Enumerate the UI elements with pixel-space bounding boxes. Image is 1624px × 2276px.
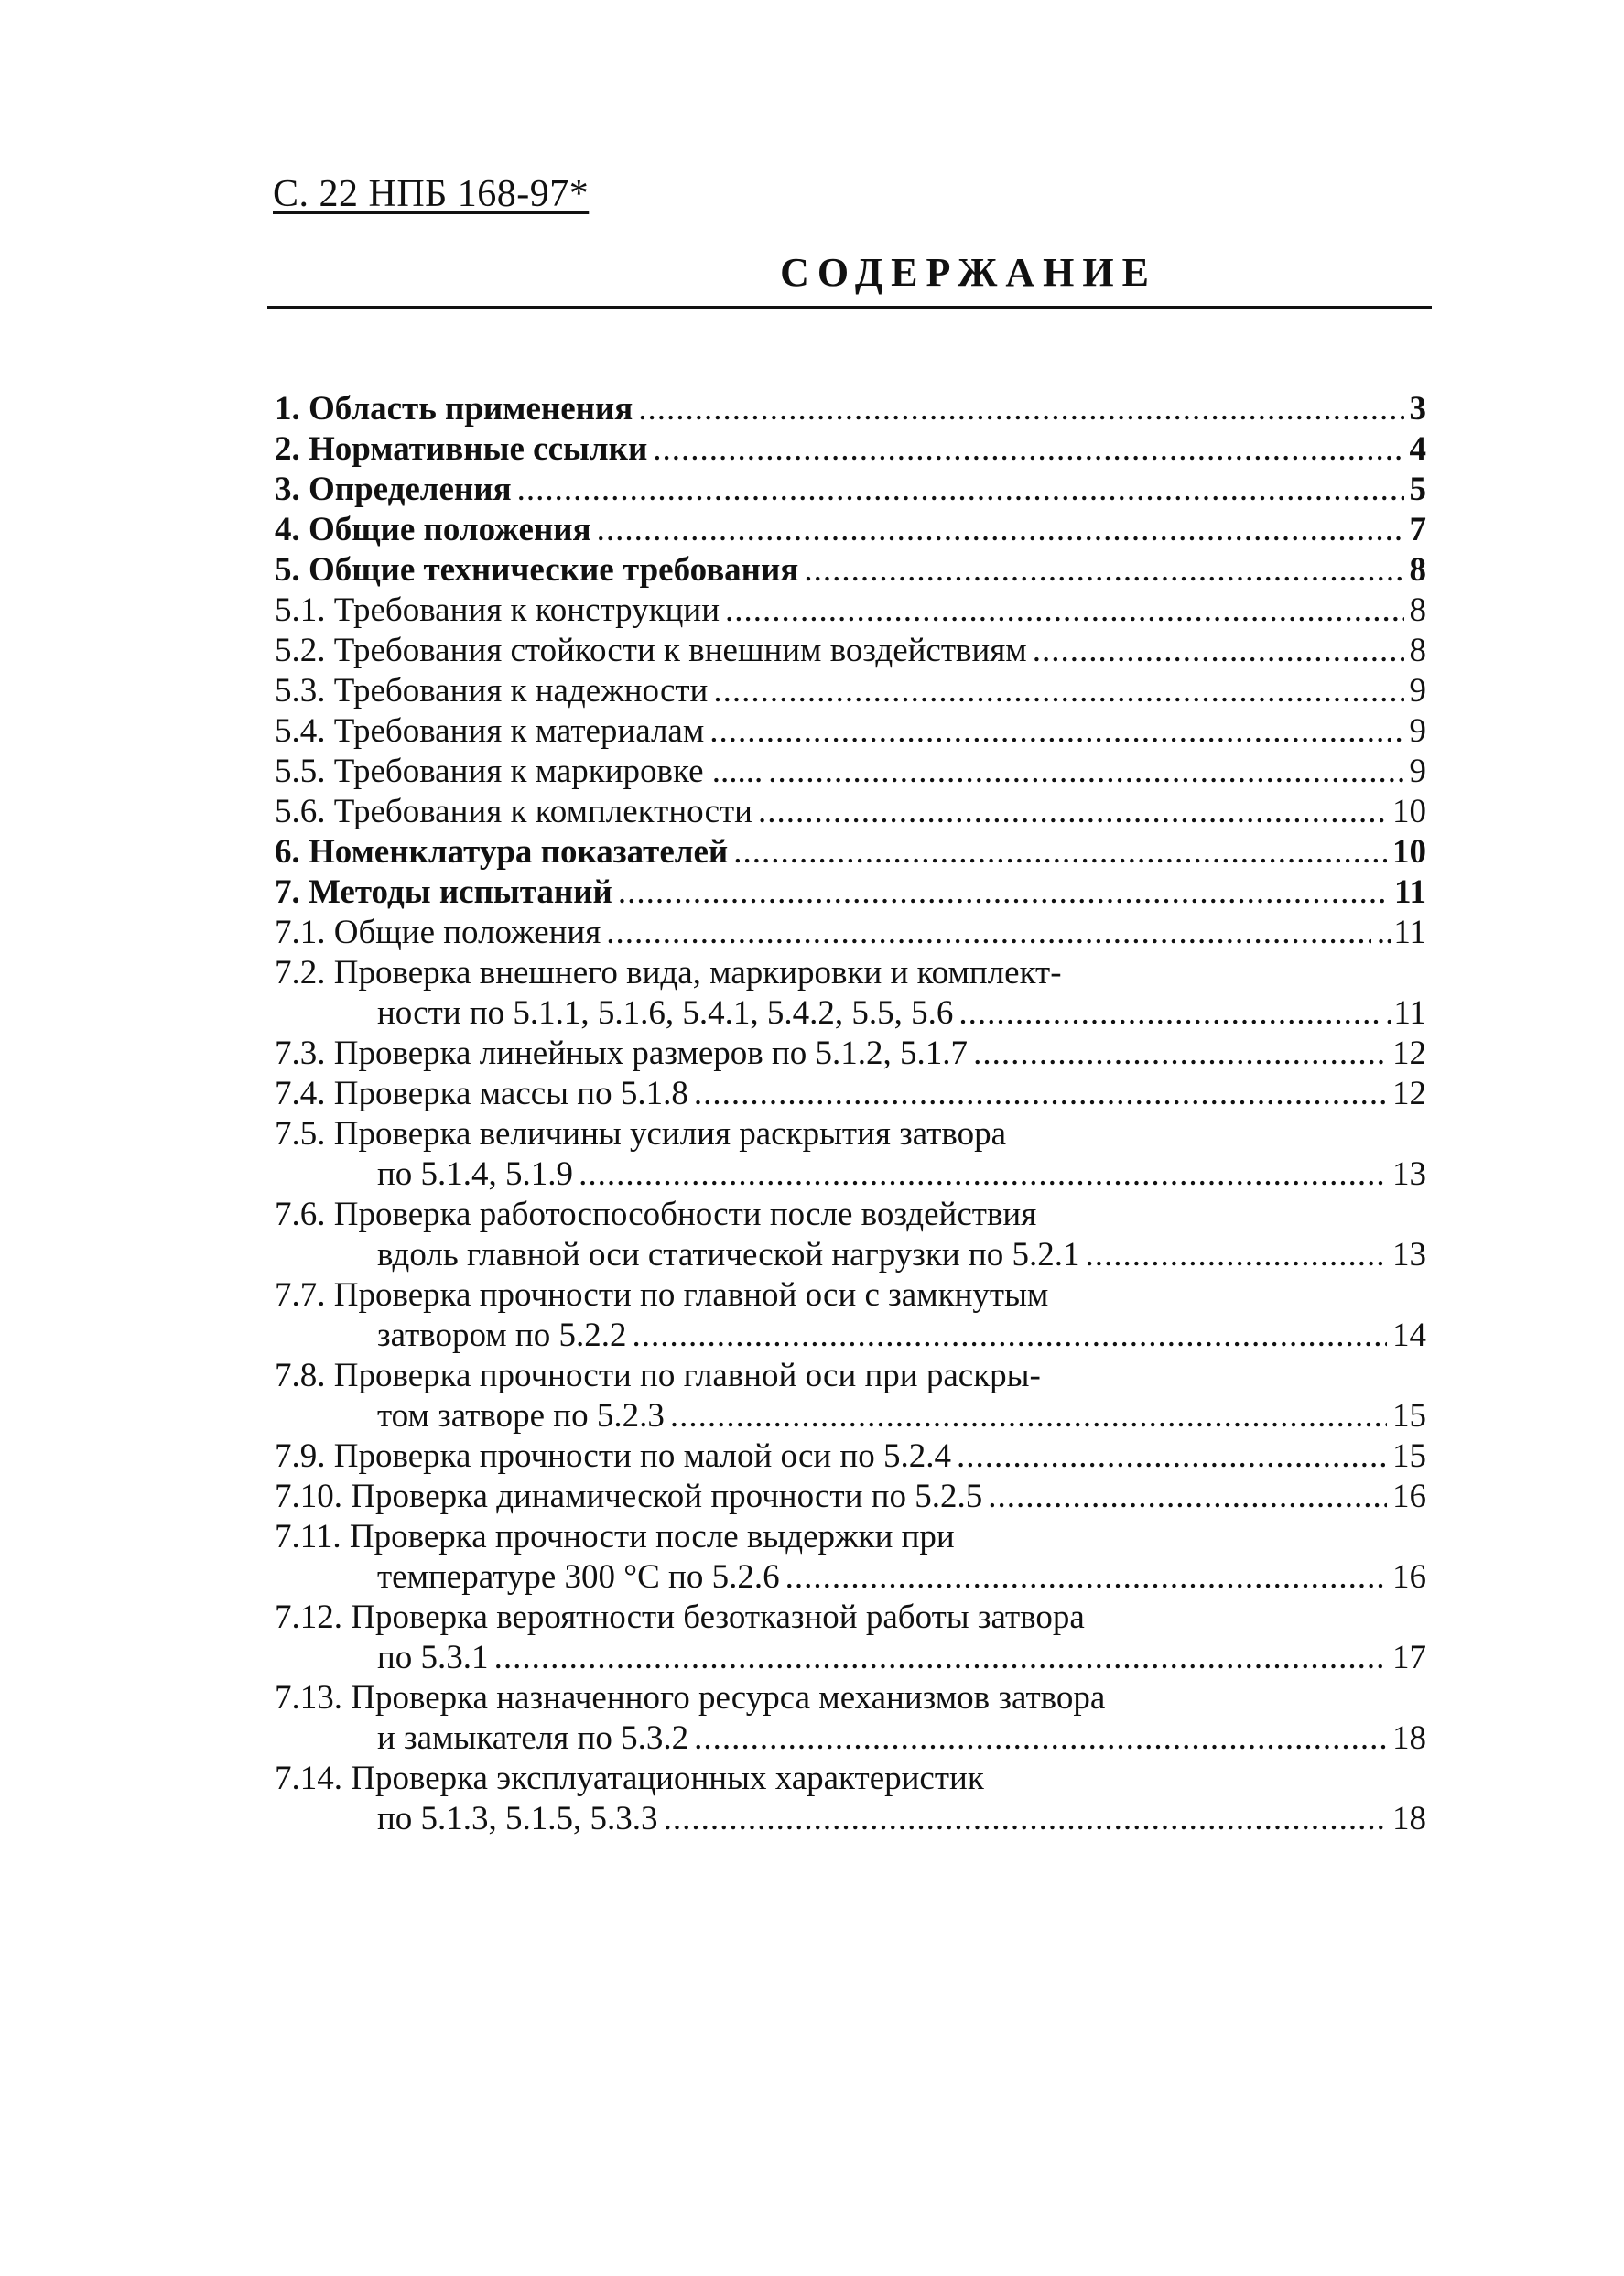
toc-entry bbox=[275, 1275, 1426, 1356]
toc-entry-line bbox=[275, 1477, 1426, 1517]
toc-entry bbox=[275, 1598, 1426, 1678]
dot-leader bbox=[606, 913, 1371, 953]
toc-entry-title: 2. Нормативные ссылки bbox=[275, 430, 648, 468]
toc-page-number: ..11 bbox=[1376, 914, 1426, 951]
toc-entry-title: 5. Общие технические требования bbox=[275, 551, 799, 589]
toc-entry-title: 7.4. Проверка массы по 5.1.8 bbox=[275, 1075, 688, 1112]
toc-entry-title: том затворе по 5.2.3 bbox=[377, 1397, 665, 1435]
dot-leader bbox=[1033, 631, 1404, 671]
toc-entry bbox=[275, 872, 1426, 913]
toc-entry bbox=[275, 429, 1426, 470]
toc-page-number: 15 bbox=[1392, 1437, 1426, 1475]
dot-leader bbox=[768, 752, 1403, 792]
toc-entry-line bbox=[275, 671, 1426, 711]
toc-entry-line bbox=[275, 631, 1426, 671]
toc-entry-line-wrapped bbox=[275, 953, 1426, 993]
toc-entry bbox=[275, 1678, 1426, 1759]
toc-page-number: 8 bbox=[1409, 632, 1426, 669]
toc-entry bbox=[275, 1034, 1426, 1074]
toc-entry-line bbox=[275, 792, 1426, 832]
page-header bbox=[273, 172, 589, 216]
toc-entry bbox=[275, 470, 1426, 510]
toc-entry-line-wrapped bbox=[275, 1114, 1426, 1154]
document-title bbox=[267, 249, 1432, 309]
toc-page-number: 9 bbox=[1409, 672, 1426, 710]
toc-entry-title: 7.6. Проверка работоспособности после воздействия bbox=[275, 1196, 1037, 1233]
toc-entry-line bbox=[275, 510, 1426, 550]
toc-entry-line bbox=[275, 1436, 1426, 1477]
toc-entry bbox=[275, 1356, 1426, 1436]
toc-entry-title: 5.5. Требования к маркировке ...... bbox=[275, 753, 763, 790]
dot-leader bbox=[973, 1034, 1387, 1074]
table-of-contents bbox=[275, 389, 1426, 1839]
dot-leader bbox=[1085, 1235, 1387, 1275]
toc-entry-line bbox=[275, 1235, 1426, 1275]
dot-leader bbox=[664, 1799, 1387, 1839]
toc-entry-line-wrapped bbox=[275, 1356, 1426, 1396]
toc-page-number: 13 bbox=[1392, 1236, 1426, 1273]
toc-entry bbox=[275, 832, 1426, 872]
toc-entry-title: 7.11. Проверка прочности после выдержки при bbox=[275, 1518, 955, 1555]
toc-entry bbox=[275, 389, 1426, 429]
dot-leader bbox=[758, 792, 1387, 832]
dot-leader bbox=[579, 1154, 1387, 1195]
dot-leader bbox=[725, 591, 1403, 631]
toc-entry-title: 7.7. Проверка прочности по главной оси с замкнутым bbox=[275, 1276, 1049, 1314]
dot-leader bbox=[804, 550, 1403, 591]
toc-entry-line bbox=[275, 1034, 1426, 1074]
title-text: СОДЕРЖАНИЕ bbox=[780, 250, 1157, 295]
toc-page-number: 8 bbox=[1409, 551, 1426, 589]
dot-leader bbox=[957, 1436, 1387, 1477]
toc-entry-title: 5.3. Требования к надежности bbox=[275, 672, 709, 710]
dot-leader bbox=[632, 1316, 1387, 1356]
toc-entry-title: 5.6. Требования к комплектности bbox=[275, 793, 752, 830]
dot-leader bbox=[494, 1638, 1387, 1678]
dot-leader bbox=[709, 711, 1403, 752]
dot-leader bbox=[517, 470, 1404, 510]
toc-entry-title: 5.1. Требования к конструкции bbox=[275, 591, 720, 629]
toc-entry bbox=[275, 591, 1426, 631]
toc-entry-line bbox=[275, 832, 1426, 872]
toc-page-number: 10 bbox=[1392, 833, 1426, 871]
toc-entry bbox=[275, 1074, 1426, 1114]
toc-page-number: 18 bbox=[1392, 1800, 1426, 1837]
dot-leader bbox=[733, 832, 1387, 872]
toc-entry-line-wrapped bbox=[275, 1678, 1426, 1718]
toc-page-number: 4 bbox=[1409, 430, 1426, 468]
toc-page-number: 8 bbox=[1409, 591, 1426, 629]
toc-page-number: 9 bbox=[1409, 712, 1426, 750]
toc-entry-title: 7.9. Проверка прочности по малой оси по 5.2.4 bbox=[275, 1437, 951, 1475]
toc-entry-title: 7.5. Проверка величины усилия раскрытия затвора bbox=[275, 1115, 1007, 1153]
toc-entry-title: 6. Номенклатура показателей bbox=[275, 833, 729, 871]
toc-entry-title: ности по 5.1.1, 5.1.6, 5.4.1, 5.4.2, 5.5, 5.6 bbox=[377, 994, 954, 1032]
toc-entry-line bbox=[275, 872, 1426, 913]
toc-page-number: 11 bbox=[1394, 873, 1426, 911]
toc-entry-title: по 5.1.4, 5.1.9 bbox=[377, 1155, 574, 1193]
toc-entry-line bbox=[275, 913, 1426, 953]
toc-entry-line bbox=[275, 711, 1426, 752]
toc-entry-line bbox=[275, 993, 1426, 1034]
toc-entry-line bbox=[275, 470, 1426, 510]
toc-page-number: 12 bbox=[1392, 1035, 1426, 1072]
toc-entry-title: 7.8. Проверка прочности по главной оси при раскры- bbox=[275, 1357, 1041, 1394]
toc-entry-line bbox=[275, 1396, 1426, 1436]
dot-leader bbox=[958, 993, 1380, 1034]
toc-entry-line bbox=[275, 550, 1426, 591]
toc-page-number: .11 bbox=[1385, 994, 1426, 1032]
toc-page-number: 17 bbox=[1392, 1639, 1426, 1676]
toc-entry bbox=[275, 711, 1426, 752]
toc-page-number: 12 bbox=[1392, 1075, 1426, 1112]
toc-entry-title: вдоль главной оси статической нагрузки по 5.2.1 bbox=[377, 1236, 1080, 1273]
toc-page-number: 13 bbox=[1392, 1155, 1426, 1193]
toc-entry-title: 1. Область применения bbox=[275, 390, 633, 428]
toc-page-number: 18 bbox=[1392, 1719, 1426, 1757]
toc-entry-title: 7. Методы испытаний bbox=[275, 873, 612, 911]
toc-entry-line bbox=[275, 1074, 1426, 1114]
toc-entry bbox=[275, 1759, 1426, 1839]
toc-page-number: 16 bbox=[1392, 1558, 1426, 1596]
toc-entry-title: 7.2. Проверка внешнего вида, маркировки и комплект- bbox=[275, 954, 1062, 992]
toc-entry-title: 7.13. Проверка назначенного ресурса механизмов затвора bbox=[275, 1679, 1106, 1717]
toc-entry bbox=[275, 1114, 1426, 1195]
toc-entry-title: 3. Определения bbox=[275, 471, 512, 508]
toc-entry-line bbox=[275, 389, 1426, 429]
toc-entry-line bbox=[275, 752, 1426, 792]
toc-page-number: 15 bbox=[1392, 1397, 1426, 1435]
toc-entry-line bbox=[275, 1718, 1426, 1759]
toc-entry-line-wrapped bbox=[275, 1195, 1426, 1235]
toc-entry bbox=[275, 953, 1426, 1034]
toc-page-number: 10 bbox=[1392, 793, 1426, 830]
toc-entry-title: 5.4. Требования к материалам bbox=[275, 712, 705, 750]
toc-page-number: 9 bbox=[1409, 753, 1426, 790]
toc-entry-line bbox=[275, 1154, 1426, 1195]
toc-page-number: 16 bbox=[1392, 1478, 1426, 1515]
toc-entry-line bbox=[275, 1316, 1426, 1356]
toc-entry-title: и замыкателя по 5.3.2 bbox=[377, 1719, 689, 1757]
toc-entry bbox=[275, 631, 1426, 671]
toc-entry-title: 5.2. Требования стойкости к внешним воздействиям bbox=[275, 632, 1027, 669]
toc-entry-line-wrapped bbox=[275, 1275, 1426, 1316]
toc-page-number: 7 bbox=[1409, 511, 1426, 548]
toc-entry bbox=[275, 752, 1426, 792]
page-reference: С. 22 НПБ 168-97* bbox=[273, 173, 590, 215]
dot-leader bbox=[618, 872, 1389, 913]
dot-leader bbox=[713, 671, 1403, 711]
toc-entry bbox=[275, 1517, 1426, 1598]
dot-leader bbox=[694, 1718, 1387, 1759]
toc-entry bbox=[275, 1477, 1426, 1517]
toc-entry-line bbox=[275, 1799, 1426, 1839]
dot-leader bbox=[988, 1477, 1387, 1517]
toc-page-number: 14 bbox=[1392, 1317, 1426, 1354]
dot-leader bbox=[653, 429, 1403, 470]
toc-entry bbox=[275, 1436, 1426, 1477]
toc-entry-title: по 5.3.1 bbox=[377, 1639, 489, 1676]
dot-leader bbox=[670, 1396, 1387, 1436]
toc-entry bbox=[275, 671, 1426, 711]
toc-entry-line bbox=[275, 1638, 1426, 1678]
toc-entry bbox=[275, 913, 1426, 953]
toc-entry-title: 7.14. Проверка эксплуатационных характеристик bbox=[275, 1760, 984, 1797]
toc-entry bbox=[275, 550, 1426, 591]
toc-entry-title: температуре 300 °С по 5.2.6 bbox=[377, 1558, 780, 1596]
toc-entry-line bbox=[275, 429, 1426, 470]
toc-entry-title: 7.12. Проверка вероятности безотказной работы затвора bbox=[275, 1599, 1085, 1636]
toc-entry-title: по 5.1.3, 5.1.5, 5.3.3 bbox=[377, 1800, 658, 1837]
toc-entry-line bbox=[275, 591, 1426, 631]
dot-leader bbox=[597, 510, 1404, 550]
toc-entry bbox=[275, 792, 1426, 832]
toc-entry-title: 4. Общие положения bbox=[275, 511, 591, 548]
toc-page-number: 3 bbox=[1409, 390, 1426, 428]
toc-entry bbox=[275, 1195, 1426, 1275]
toc-entry-title: 7.10. Проверка динамической прочности по 5.2.5 bbox=[275, 1478, 983, 1515]
dot-leader bbox=[638, 389, 1403, 429]
toc-entry-line-wrapped bbox=[275, 1517, 1426, 1557]
toc-entry-title: затвором по 5.2.2 bbox=[377, 1317, 627, 1354]
toc-entry-line bbox=[275, 1557, 1426, 1598]
toc-entry-title: 7.3. Проверка линейных размеров по 5.1.2, 5.1.7 bbox=[275, 1035, 969, 1072]
toc-entry-line-wrapped bbox=[275, 1759, 1426, 1799]
dot-leader bbox=[694, 1074, 1387, 1114]
toc-entry-title: 7.1. Общие положения bbox=[275, 914, 601, 951]
toc-entry-line-wrapped bbox=[275, 1598, 1426, 1638]
toc-entry bbox=[275, 510, 1426, 550]
toc-page-number: 5 bbox=[1409, 471, 1426, 508]
dot-leader bbox=[785, 1557, 1387, 1598]
